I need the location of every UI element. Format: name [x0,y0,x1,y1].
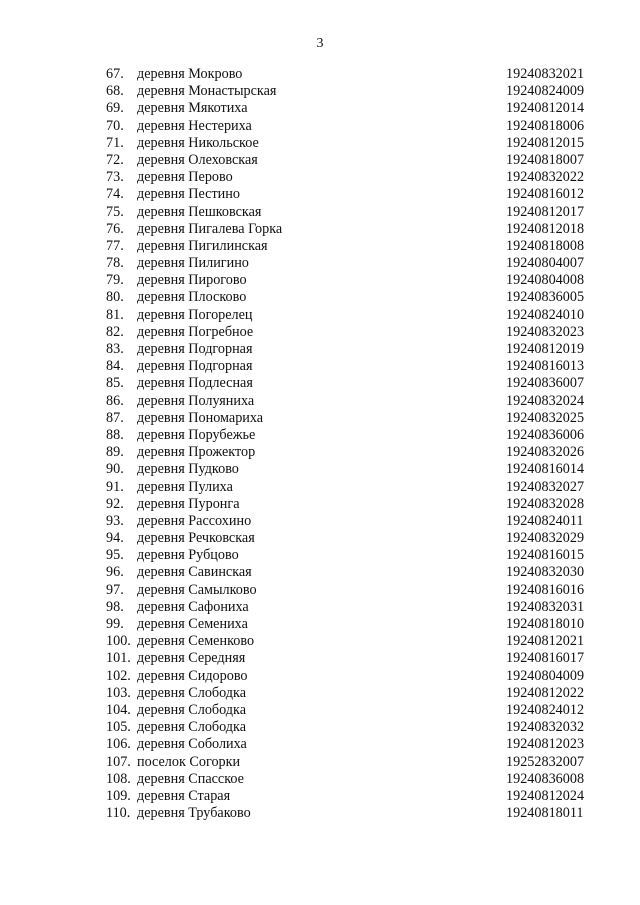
oktmo-code: 19240832032 [506,719,585,736]
oktmo-code: 19240824009 [506,83,585,100]
settlement-name: деревня Мокрово [137,66,243,82]
item-number: 86. [106,392,124,409]
oktmo-code: 19240832024 [506,392,585,409]
item-number: 102. [106,667,131,684]
settlement-name: деревня Семенково [137,633,255,650]
list-item [0,805,640,822]
list-item [0,702,640,719]
settlement-name: деревня Прожектор [137,444,256,461]
list-item [0,324,640,341]
page-number: 3 [316,36,324,51]
list-item [0,410,640,427]
item-number: 103. [106,684,131,701]
list-item [0,169,640,186]
settlement-name: деревня Монастырская [137,83,277,100]
list-item [0,204,640,221]
item-number: 77. [106,237,124,254]
oktmo-code: 19240832030 [506,564,585,581]
settlement-name: деревня Плосково [137,289,247,306]
item-number: 109. [106,787,131,804]
settlement-name: деревня Никольское [137,134,259,151]
list-item [0,444,640,461]
item-number: 88. [106,426,124,443]
list-item [0,221,640,238]
oktmo-code: 19240812018 [506,220,585,237]
item-number: 100. [106,633,131,650]
item-number: 89. [106,444,124,461]
item-number: 70. [106,117,124,134]
list-item [0,479,640,496]
settlement-name: деревня Сидорово [137,667,248,684]
oktmo-code: 19240812019 [506,341,585,357]
settlement-name: деревня Подгорная [137,358,253,375]
oktmo-code: 19240832021 [506,66,585,82]
oktmo-code: 19240812022 [506,684,585,701]
item-number: 105. [106,719,131,736]
oktmo-code: 19240804009 [506,667,585,684]
list-item [0,513,640,530]
item-number: 71. [106,134,124,151]
oktmo-code: 19240836006 [506,426,585,443]
list-item [0,307,640,324]
oktmo-code: 19240818007 [506,151,585,168]
item-number: 76. [106,220,124,237]
oktmo-code: 19240832025 [506,409,585,426]
settlement-name: деревня Порубежье [137,426,256,443]
item-number: 107. [106,753,131,770]
oktmo-code: 19240816015 [506,547,585,564]
item-number: 85. [106,375,124,392]
oktmo-code: 19240832022 [506,169,585,186]
settlement-name: деревня Пудково [137,461,239,478]
item-number: 93. [106,512,124,529]
item-number: 75. [106,203,124,220]
oktmo-code: 19240832029 [506,530,585,547]
list-item [0,341,640,358]
item-number: 97. [106,581,124,598]
item-number: 67. [106,66,124,82]
list-item [0,771,640,788]
settlement-name: деревня Полуяниха [137,392,255,409]
settlement-name: деревня Самылково [137,581,257,598]
item-number: 82. [106,323,124,340]
settlement-name: деревня Мякотиха [137,100,248,117]
oktmo-code: 19240824010 [506,306,585,323]
settlement-name: деревня Пигалева Горка [137,220,283,237]
settlement-name: деревня Нестериха [137,117,252,134]
oktmo-code: 19240832028 [506,495,585,512]
settlement-name: деревня Середняя [137,650,246,667]
item-number: 74. [106,186,124,203]
oktmo-code: 19240812023 [506,736,585,753]
list-item [0,118,640,135]
settlement-name: деревня Речковская [137,530,255,547]
settlement-name: деревня Сафониха [137,598,249,615]
oktmo-code: 19240824011 [506,512,584,529]
settlement-name: деревня Старая [137,787,231,804]
oktmo-code: 19240832027 [506,478,585,495]
list-item [0,152,640,169]
oktmo-code: 19240836005 [506,289,585,306]
item-number: 110. [106,805,131,822]
settlement-name: деревня Пономариха [137,409,264,426]
settlement-name: деревня Погорелец [137,306,253,323]
oktmo-code: 19240832026 [506,444,585,461]
item-number: 108. [106,770,131,787]
item-number: 91. [106,478,124,495]
list-item [0,547,640,564]
settlement-name: деревня Соболиха [137,736,247,753]
settlement-name: деревня Рассохино [137,512,252,529]
list-item [0,754,640,771]
settlement-name: деревня Пигилинская [137,237,268,254]
oktmo-code: 19240816017 [506,650,585,667]
list-item [0,393,640,410]
item-number: 96. [106,564,124,581]
settlement-name: деревня Спасское [137,770,244,787]
oktmo-code: 19240832031 [506,598,585,615]
item-number: 81. [106,306,124,323]
oktmo-code: 19240818011 [506,805,584,822]
item-number: 68. [106,83,124,100]
settlement-name: деревня Пестино [137,186,240,203]
oktmo-code: 19240816016 [506,581,585,598]
oktmo-code: 19240836007 [506,375,585,392]
list-item [0,66,640,83]
list-item [0,272,640,289]
oktmo-code: 19240836008 [506,770,585,787]
oktmo-code: 19240812017 [506,203,585,220]
list-item [0,289,640,306]
oktmo-code: 19240832023 [506,323,585,340]
oktmo-code: 19240812024 [506,787,585,804]
oktmo-code: 19240804007 [506,255,585,272]
settlement-name: деревня Пирогово [137,272,247,289]
item-number: 87. [106,409,124,426]
list-item [0,650,640,667]
settlement-name: деревня Слободка [137,719,247,736]
settlement-name: деревня Подлесная [137,375,253,392]
item-number: 92. [106,495,124,512]
oktmo-code: 19240812021 [506,633,585,650]
settlement-name: деревня Пилигино [137,255,249,272]
item-number: 83. [106,341,124,357]
list-item [0,186,640,203]
item-number: 84. [106,358,124,375]
item-number: 94. [106,530,124,547]
list-item [0,616,640,633]
list-item [0,599,640,616]
item-number: 78. [106,255,124,272]
list-item [0,461,640,478]
item-number: 98. [106,598,124,615]
list-item [0,238,640,255]
oktmo-code: 19252832007 [506,753,585,770]
settlement-name: деревня Слободка [137,701,247,718]
list-item [0,668,640,685]
item-number: 101. [106,650,131,667]
settlement-name: деревня Трубаково [137,805,251,822]
settlement-name: деревня Савинская [137,564,252,581]
item-number: 95. [106,547,124,564]
oktmo-code: 19240812015 [506,134,585,151]
settlement-name: поселок Согорки [137,753,241,770]
settlement-name: деревня Подгорная [137,341,253,357]
list-item [0,788,640,805]
item-number: 73. [106,169,124,186]
settlement-list [0,66,640,822]
oktmo-code: 19240816013 [506,358,585,375]
oktmo-code: 19240812014 [506,100,585,117]
settlement-name: деревня Погребное [137,323,254,340]
list-item [0,135,640,152]
settlement-name: деревня Пешковская [137,203,262,220]
item-number: 69. [106,100,124,117]
list-item [0,564,640,581]
oktmo-code: 19240818006 [506,117,585,134]
settlement-name: деревня Олеховская [137,151,258,168]
list-item [0,719,640,736]
list-item [0,100,640,117]
settlement-name: деревня Слободка [137,684,247,701]
item-number: 104. [106,701,131,718]
list-item [0,83,640,100]
settlement-name: деревня Перово [137,169,233,186]
oktmo-code: 19240816014 [506,461,585,478]
list-item [0,530,640,547]
item-number: 79. [106,272,124,289]
oktmo-code: 19240818010 [506,616,585,632]
list-item [0,375,640,392]
list-item [0,255,640,272]
list-item [0,736,640,753]
list-item [0,633,640,650]
oktmo-code: 19240824012 [506,701,585,718]
item-number: 72. [106,151,124,168]
item-number: 99. [106,616,124,632]
list-item [0,358,640,375]
settlement-name: деревня Семениха [137,616,248,632]
oktmo-code: 19240816012 [506,186,585,203]
item-number: 90. [106,461,124,478]
settlement-name: деревня Пулиха [137,478,233,495]
oktmo-code: 19240804008 [506,272,585,289]
list-item [0,685,640,702]
list-item [0,427,640,444]
item-number: 106. [106,736,131,753]
item-number: 80. [106,289,124,306]
settlement-name: деревня Рубцово [137,547,239,564]
settlement-name: деревня Пуронга [137,495,240,512]
oktmo-code: 19240818008 [506,237,585,254]
list-item [0,496,640,513]
list-item [0,582,640,599]
